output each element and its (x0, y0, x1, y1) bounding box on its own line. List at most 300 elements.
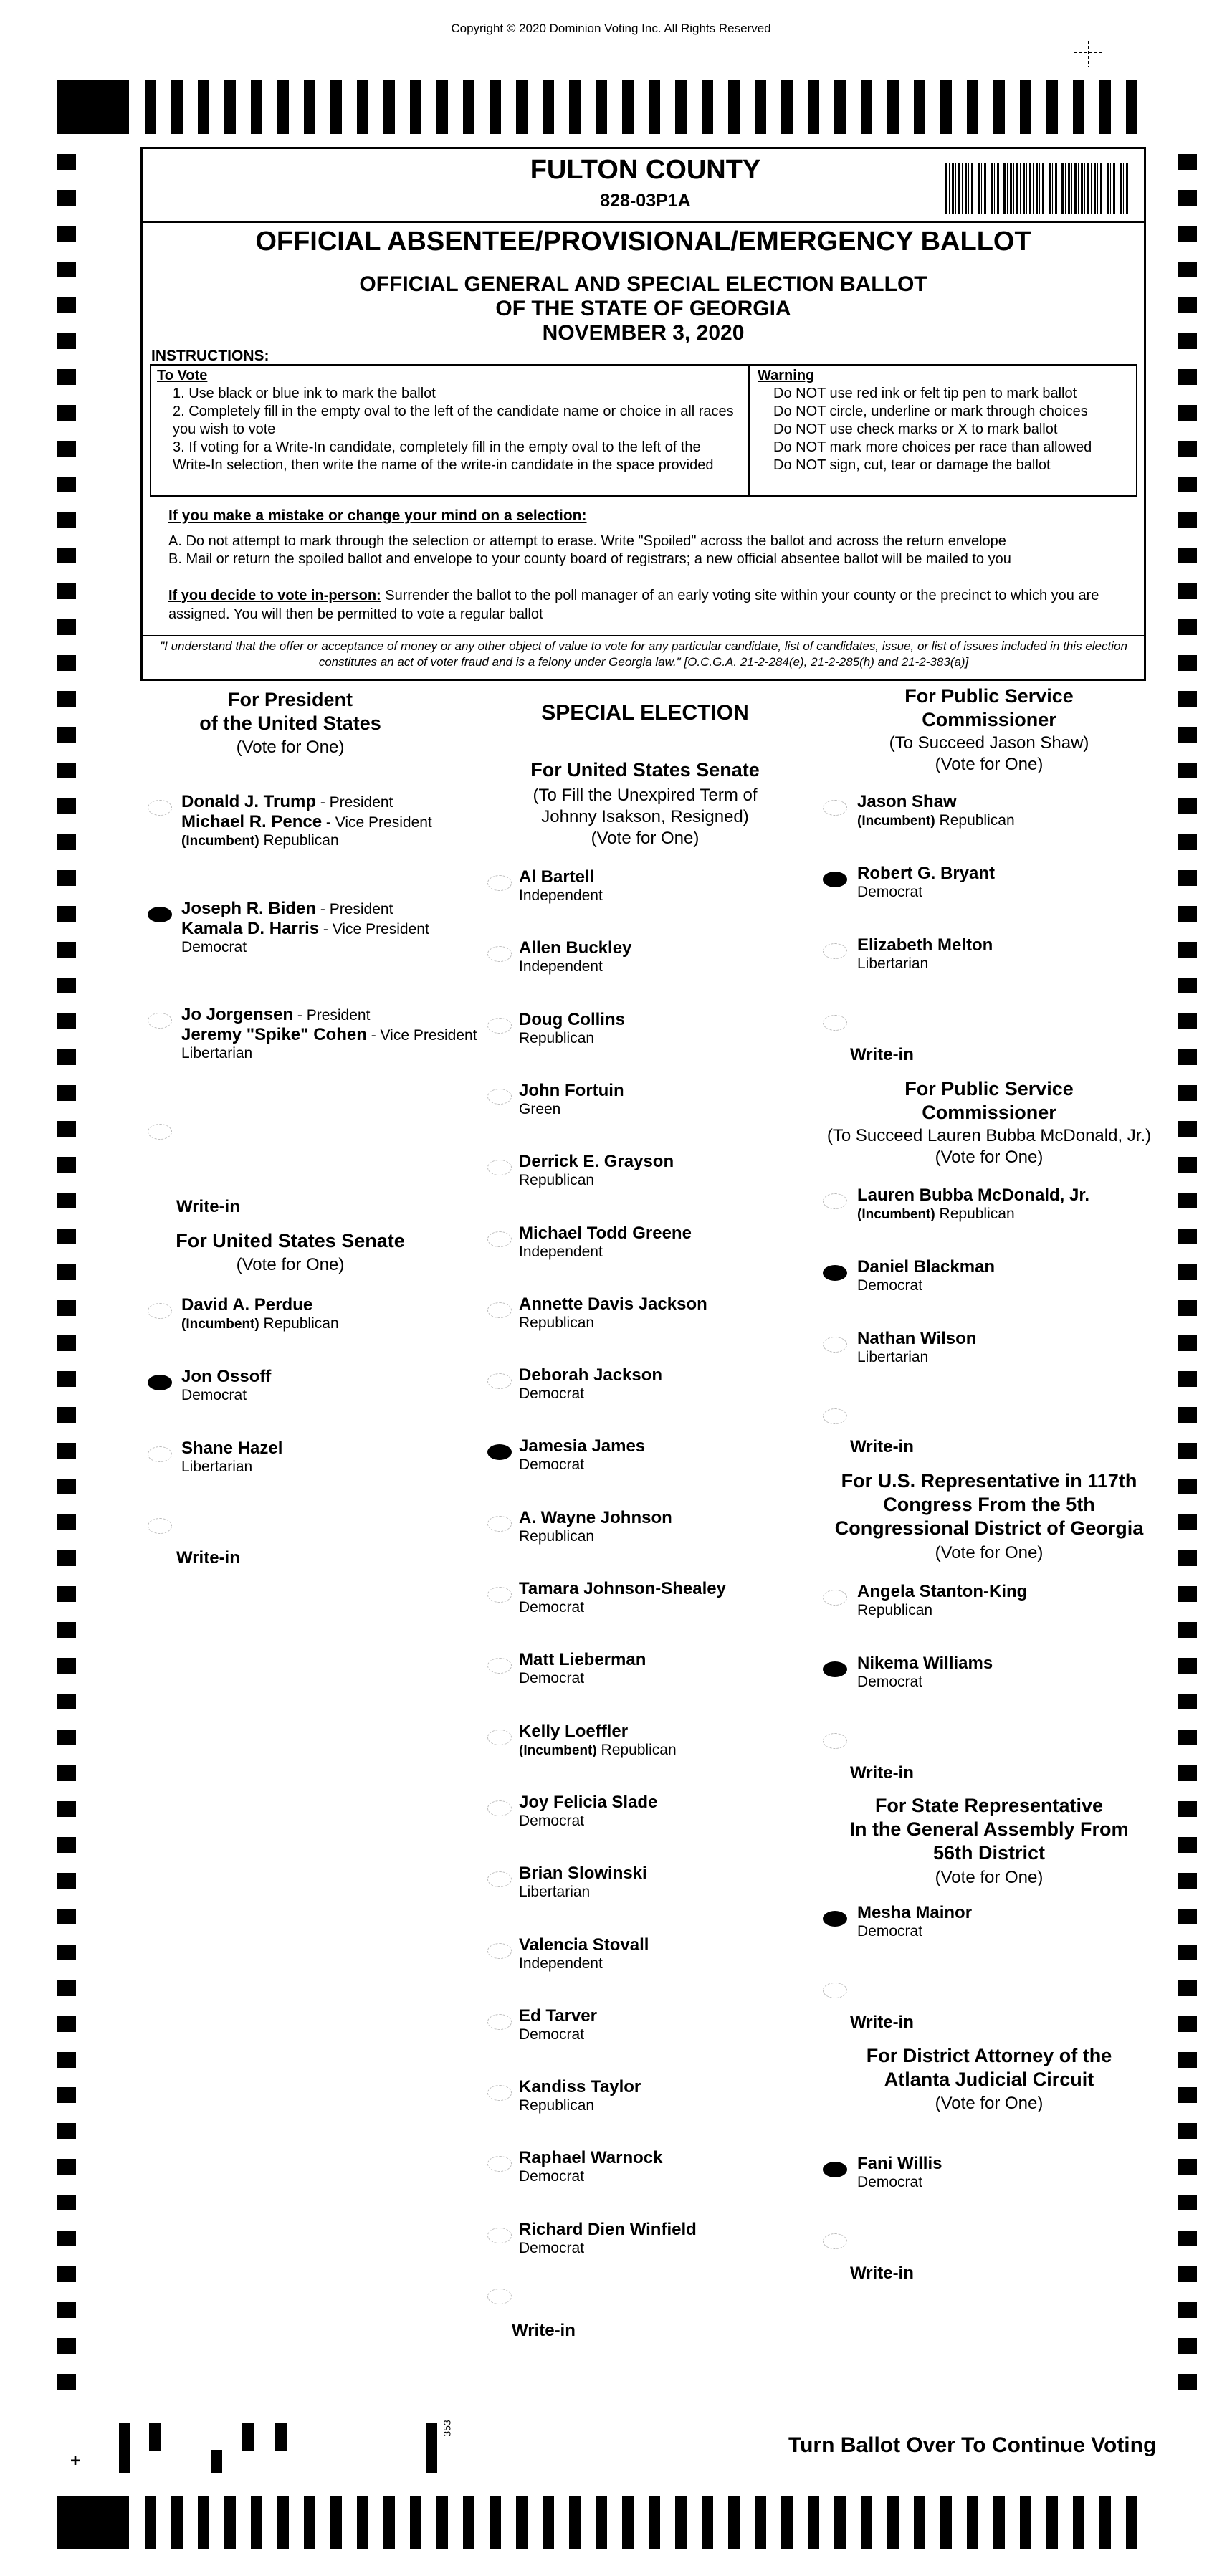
timing-bar (755, 2496, 766, 2549)
timing-bar (569, 80, 581, 134)
timing-mark (1178, 1909, 1197, 1924)
candidate-name: Deborah Jackson (519, 1365, 663, 1385)
timing-mark (1178, 1085, 1197, 1101)
candidate-name: Nikema Williams (857, 1654, 993, 1673)
vote-for-one: (Vote for One) (236, 738, 345, 757)
vote-oval-filled[interactable] (148, 907, 172, 922)
timing-mark (1178, 870, 1197, 886)
timing-mark (57, 1586, 76, 1602)
party-label: Democrat (519, 1812, 585, 1829)
contest-title-special-senate: For United States Senate (530, 759, 760, 781)
instructions-label: INSTRUCTIONS: (151, 348, 269, 364)
timing-bar (463, 2496, 474, 2549)
party-label: Independent (519, 958, 603, 975)
president-role: - President (293, 1007, 371, 1024)
timing-bar (1126, 80, 1137, 134)
to-vote-step-3: 3. If voting for a Write-In candidate, completely fill in the empty oval to the left of the Write-In selection, then write the name of the write-in candidate in the space provided (173, 439, 714, 473)
timing-mark (1178, 512, 1197, 528)
write-in-oval[interactable] (823, 1983, 847, 1998)
candidate-melton (857, 935, 993, 973)
timing-bar (330, 80, 342, 134)
timing-mark (1178, 691, 1197, 707)
to-vote-step-2: 2. Completely fill in the empty oval to the left of the candidate name or choice in all races you wish to vote (173, 404, 734, 437)
candidate-name: John Fortuin (519, 1080, 624, 1100)
candidate-name: Nathan Wilson (857, 1329, 977, 1348)
vote-oval[interactable] (148, 1303, 172, 1319)
ballot-sequence-number: 353 (441, 2420, 453, 2437)
timing-mark (1178, 1157, 1197, 1173)
candidate-williams (857, 1654, 993, 1691)
candidate-willis (857, 2154, 942, 2191)
party-label: Democrat (519, 1385, 585, 1403)
timing-bar (463, 80, 474, 134)
write-in-oval[interactable] (487, 2289, 512, 2304)
timing-mark (1178, 798, 1197, 814)
contest-title-line: Congress From the 5th (883, 1494, 1095, 1515)
timing-block (57, 80, 129, 134)
vote-oval[interactable] (148, 1446, 172, 1462)
vote-oval-filled[interactable] (823, 872, 847, 887)
timing-bar (861, 80, 872, 134)
party-label: Libertarian (181, 1045, 253, 1062)
timing-mark (1178, 1730, 1197, 1745)
vice-president-name: Kamala D. Harris (181, 919, 320, 938)
timing-mark (57, 154, 76, 170)
timing-bar (993, 80, 1005, 134)
timing-mark (57, 870, 76, 886)
timing-mark (1178, 1801, 1197, 1817)
to-vote-section (151, 366, 750, 495)
timing-mark (1178, 1622, 1197, 1638)
timing-mark (57, 691, 76, 707)
candidate-entry (519, 1010, 625, 1047)
special-election-heading: SPECIAL ELECTION (541, 701, 749, 725)
footer-mark (426, 2423, 437, 2473)
timing-mark (1178, 583, 1197, 599)
in-person-text: Surrender the ballot to the poll manager of an early voting site within your county or the precinct to which you are assigned. You will then be permitted to vote a regular ballot (168, 588, 1099, 622)
incumbent-label: (Incumbent) (181, 834, 259, 849)
timing-mark (57, 1909, 76, 1924)
president-role: - President (316, 901, 393, 917)
vote-oval-filled[interactable] (148, 1375, 172, 1390)
party-label: Independent (519, 887, 603, 904)
vote-for-one: (Vote for One) (236, 1255, 345, 1274)
timing-mark (57, 1873, 76, 1889)
vote-oval[interactable] (487, 1800, 512, 1816)
timing-mark (57, 2159, 76, 2175)
timing-mark (1178, 1121, 1197, 1137)
timing-bar (834, 2496, 846, 2549)
vote-oval[interactable] (823, 1337, 847, 1353)
candidate-shaw (857, 792, 1015, 829)
candidate-ossoff (181, 1367, 271, 1404)
timing-mark (57, 619, 76, 635)
timing-mark (1178, 942, 1197, 958)
timing-bar (675, 2496, 687, 2549)
president-role: - President (316, 794, 393, 811)
timing-mark (57, 1335, 76, 1351)
vote-oval[interactable] (487, 1730, 512, 1745)
bottom-timing-track (57, 2496, 1165, 2549)
timing-bar (410, 2496, 421, 2549)
county-name: FULTON COUNTY (530, 155, 761, 185)
timing-mark (57, 1945, 76, 1960)
write-in-label: Write-in (512, 2321, 576, 2340)
party-label: Republican (519, 1172, 595, 1189)
timing-mark (1178, 262, 1197, 277)
vote-oval[interactable] (487, 1516, 512, 1532)
vice-president-role: - Vice President (322, 814, 432, 831)
contest-subtitle (502, 785, 788, 849)
party-label: Democrat (857, 884, 923, 900)
write-in-oval[interactable] (823, 1733, 847, 1749)
warning-5: Do NOT sign, cut, tear or damage the ballot (773, 457, 1051, 473)
timing-mark (57, 2195, 76, 2210)
timing-bar (516, 2496, 528, 2549)
incumbent-label: (Incumbent) (857, 814, 935, 829)
candidate-name: Elizabeth Melton (857, 935, 993, 955)
timing-bar (596, 80, 607, 134)
candidate-name: Kandiss Taylor (519, 2077, 641, 2097)
timing-mark (1178, 297, 1197, 313)
timing-mark (57, 1479, 76, 1494)
timing-mark (1178, 1335, 1197, 1351)
timing-mark (57, 1229, 76, 1244)
timing-mark (1178, 1658, 1197, 1674)
candidate-entry (519, 938, 631, 975)
timing-bar (649, 2496, 660, 2549)
divider (143, 221, 1144, 223)
party-label: Republican (259, 832, 339, 849)
timing-bar (675, 80, 687, 134)
timing-mark (1178, 1945, 1197, 1960)
candidate-name: Fani Willis (857, 2154, 942, 2173)
timing-bar (171, 80, 183, 134)
timing-mark (1178, 1229, 1197, 1244)
vice-president-name: Jeremy "Spike" Cohen (181, 1025, 367, 1044)
timing-bar (224, 2496, 236, 2549)
timing-bar (808, 2496, 819, 2549)
write-in-label: Write-in (176, 1548, 240, 1568)
candidate-name: Daniel Blackman (857, 1257, 996, 1277)
party-label: Republican (519, 1314, 595, 1331)
party-label: Republican (935, 812, 1015, 829)
vote-oval[interactable] (148, 1013, 172, 1029)
candidate-entry (519, 2077, 641, 2114)
warning-2: Do NOT circle, underline or mark through choices (773, 404, 1088, 419)
timing-mark (57, 978, 76, 993)
timing-mark (1178, 727, 1197, 743)
candidate-name: Shane Hazel (181, 1439, 283, 1458)
timing-bar (728, 2496, 740, 2549)
vote-oval[interactable] (148, 800, 172, 816)
timing-mark (57, 512, 76, 528)
candidate-perdue (181, 1295, 339, 1332)
candidate-mainor (857, 1903, 972, 1940)
timing-bar (383, 80, 395, 134)
candidate-entry (519, 2220, 697, 2257)
party-label: Democrat (857, 1277, 923, 1294)
timing-mark (57, 2052, 76, 2068)
party-label: Democrat (519, 2168, 585, 2185)
timing-bar (304, 80, 315, 134)
timing-mark (57, 1837, 76, 1853)
timing-bar (861, 2496, 872, 2549)
timing-mark (1178, 1873, 1197, 1889)
party-label: Republican (519, 2097, 595, 2114)
candidate-entry (519, 1152, 674, 1189)
vote-oval[interactable] (487, 1089, 512, 1105)
timing-mark (57, 441, 76, 457)
vice-president-role: - Vice President (319, 921, 429, 938)
mistake-step-b: B. Mail or return the spoiled ballot and envelope to your county board of registrars; a new official absentee ballot will be mailed to you (168, 551, 1011, 567)
vote-oval[interactable] (487, 1018, 512, 1034)
write-in-oval[interactable] (823, 1408, 847, 1424)
vote-oval[interactable] (487, 1587, 512, 1603)
instructions-box (150, 364, 1137, 497)
timing-mark (57, 798, 76, 814)
subtitle-line: (To Fill the Unexpired Term of (533, 786, 758, 805)
timing-bar (145, 80, 156, 134)
contest-title-line: For District Attorney of the (866, 2045, 1112, 2066)
in-person-label: If you decide to vote in-person: (168, 588, 381, 604)
timing-mark (1178, 1837, 1197, 1853)
timing-mark (57, 583, 76, 599)
vice-president-role: - Vice President (366, 1027, 477, 1044)
party-label: Republican (596, 1741, 677, 1758)
timing-block (57, 2496, 129, 2549)
timing-mark (57, 2266, 76, 2282)
party-label: Libertarian (857, 1349, 929, 1365)
timing-bar (383, 2496, 395, 2549)
candidate-entry (519, 1294, 707, 1332)
vote-oval-filled[interactable] (823, 1911, 847, 1927)
vote-oval[interactable] (487, 1943, 512, 1959)
timing-bar (1046, 80, 1058, 134)
candidate-name: Brian Slowinski (519, 1864, 647, 1884)
party-label: Democrat (519, 1670, 585, 1687)
footer-mark (119, 2423, 130, 2473)
contest-title-president (165, 688, 416, 735)
subtitle-line-2: OF THE STATE OF GEORGIA (495, 297, 791, 320)
candidate-entry (519, 1579, 726, 1616)
vote-oval[interactable] (487, 1871, 512, 1887)
right-timing-marks (1178, 154, 1197, 2390)
timing-mark (1178, 190, 1197, 206)
vote-oval-filled[interactable] (823, 2162, 847, 2177)
vote-oval[interactable] (823, 800, 847, 816)
vote-oval[interactable] (487, 1302, 512, 1318)
timing-mark (57, 226, 76, 242)
vote-oval[interactable] (487, 1160, 512, 1175)
footer-mark (149, 2423, 161, 2451)
timing-mark (57, 1980, 76, 1996)
vote-oval[interactable] (823, 943, 847, 959)
contest-title-line: For Public Service (904, 1078, 1074, 1099)
timing-mark (1178, 405, 1197, 421)
timing-mark (1178, 619, 1197, 635)
incumbent-label: (Incumbent) (181, 1317, 259, 1332)
timing-mark (57, 1157, 76, 1173)
vote-for-one: (Vote for One) (935, 1148, 1044, 1167)
timing-mark (1178, 1013, 1197, 1029)
vote-oval-filled[interactable] (823, 1265, 847, 1281)
timing-mark (57, 655, 76, 671)
write-in-label: Write-in (850, 1045, 914, 1064)
timing-mark (57, 1049, 76, 1065)
registration-plus-icon: + (70, 2451, 81, 2471)
contest-title-line: Atlanta Judicial Circuit (884, 2069, 1094, 2090)
candidate-name: Raphael Warnock (519, 2148, 663, 2168)
timing-bar (1020, 2496, 1031, 2549)
timing-mark (57, 1694, 76, 1709)
timing-mark (57, 405, 76, 421)
party-label: Democrat (519, 2026, 585, 2043)
candidate-name: Al Bartell (519, 867, 595, 887)
vote-oval[interactable] (487, 1231, 512, 1247)
president-name: Donald J. Trump (181, 792, 317, 811)
timing-mark (57, 1371, 76, 1387)
timing-mark (57, 297, 76, 313)
timing-mark (57, 1193, 76, 1208)
party-label: Republican (259, 1315, 339, 1332)
contest-title-line: Commissioner (922, 709, 1056, 730)
vote-oval[interactable] (487, 1373, 512, 1389)
candidate-entry (519, 2148, 663, 2185)
warning-4: Do NOT mark more choices per race than allowed (773, 439, 1092, 455)
vote-oval-filled[interactable] (823, 1661, 847, 1677)
candidate-entry (519, 1365, 662, 1403)
contest-title-congress (817, 1469, 1161, 1540)
candidate-name: A. Wayne Johnson (519, 1507, 672, 1527)
contest-title-state-rep (817, 1794, 1161, 1865)
timing-mark (57, 906, 76, 922)
vote-oval[interactable] (487, 2156, 512, 2172)
timing-bar (834, 80, 846, 134)
write-in-label: Write-in (850, 2263, 914, 2283)
candidate-entry (519, 1436, 645, 1474)
party-label: Democrat (857, 1674, 923, 1690)
timing-mark (1178, 1514, 1197, 1530)
timing-mark (57, 1407, 76, 1423)
timing-mark (1178, 2266, 1197, 2282)
timing-mark (57, 2087, 76, 2103)
vote-oval[interactable] (823, 1193, 847, 1209)
vote-oval[interactable] (823, 1590, 847, 1606)
timing-mark (1178, 2231, 1197, 2246)
timing-bar (198, 80, 209, 134)
timing-mark (1178, 2087, 1197, 2103)
timing-mark (1178, 477, 1197, 492)
party-label: Republican (519, 1029, 595, 1046)
contest-title-psc-mcdonald (846, 1077, 1132, 1125)
timing-bar (357, 80, 368, 134)
timing-bar (145, 2496, 156, 2549)
candidate-stanton-king (857, 1582, 1027, 1619)
vice-president-name: Michael R. Pence (181, 812, 323, 831)
timing-mark (1178, 1550, 1197, 1566)
candidate-trump-pence (181, 792, 432, 849)
timing-bar (1073, 2496, 1084, 2549)
timing-mark (57, 2338, 76, 2354)
timing-bar (887, 2496, 899, 2549)
write-in-oval[interactable] (148, 1518, 172, 1534)
contest-title-line: For U.S. Representative in 117th (841, 1470, 1137, 1492)
timing-bar (436, 2496, 448, 2549)
write-in-oval[interactable] (148, 1124, 172, 1140)
timing-bar (569, 2496, 581, 2549)
timing-bar (277, 80, 289, 134)
mistake-instructions (168, 533, 1136, 568)
timing-mark (1178, 2016, 1197, 2032)
timing-mark (57, 834, 76, 850)
timing-mark (1178, 2302, 1197, 2318)
contest-title-line: 56th District (932, 1842, 1046, 1864)
candidate-entry (519, 1650, 646, 1687)
timing-mark (57, 1765, 76, 1781)
timing-mark (57, 763, 76, 778)
timing-bar (277, 2496, 289, 2549)
subtitle-line: Johnny Isakson, Resigned) (541, 807, 749, 826)
ballot-header-box (140, 147, 1146, 681)
timing-mark (1178, 763, 1197, 778)
contest-title-district-attorney (817, 2044, 1161, 2091)
write-in-oval[interactable] (823, 2233, 847, 2249)
party-label: Democrat (857, 2174, 923, 2190)
timing-bar (357, 2496, 368, 2549)
timing-mark (57, 2123, 76, 2139)
warning-section (752, 366, 1147, 476)
vote-oval[interactable] (487, 2228, 512, 2243)
vote-oval[interactable] (487, 946, 512, 962)
candidate-name: Angela Stanton-King (857, 1582, 1028, 1601)
candidate-name: Joy Felicia Slade (519, 1792, 658, 1812)
timing-mark (1178, 2159, 1197, 2175)
contest-title-line: In the General Assembly From (849, 1818, 1129, 1840)
write-in-oval[interactable] (823, 1015, 847, 1031)
to-vote-label: To Vote (157, 368, 208, 383)
timing-bar (543, 2496, 554, 2549)
candidate-bryant (857, 864, 995, 901)
candidate-jorgensen-cohen (181, 1005, 477, 1062)
vote-oval[interactable] (487, 875, 512, 891)
timing-mark (57, 1300, 76, 1316)
candidate-name: Richard Dien Winfield (519, 2219, 697, 2239)
timing-mark (1178, 1443, 1197, 1459)
left-timing-marks (57, 154, 76, 2390)
candidate-mcdonald (857, 1186, 1089, 1223)
timing-mark (1178, 834, 1197, 850)
timing-mark (1178, 1407, 1197, 1423)
vote-oval[interactable] (487, 1658, 512, 1674)
vote-oval[interactable] (487, 2014, 512, 2030)
contest-title-line: Congressional District of Georgia (834, 1517, 1144, 1539)
candidate-entry (519, 1722, 677, 1759)
ballot-style-code: 828-03P1A (600, 191, 691, 211)
timing-mark (57, 1514, 76, 1530)
vote-oval-filled[interactable] (487, 1444, 512, 1460)
party-label: Democrat (519, 1599, 585, 1616)
candidate-blackman (857, 1257, 995, 1294)
turn-over-notice: Turn Ballot Over To Continue Voting (788, 2433, 1157, 2457)
timing-bar (224, 80, 236, 134)
incumbent-label: (Incumbent) (857, 1207, 935, 1222)
contest-title-line: For President (227, 689, 353, 710)
vote-oval[interactable] (487, 2085, 512, 2101)
candidate-entry (519, 1081, 624, 1118)
timing-bar (171, 2496, 183, 2549)
timing-mark (1178, 2195, 1197, 2210)
